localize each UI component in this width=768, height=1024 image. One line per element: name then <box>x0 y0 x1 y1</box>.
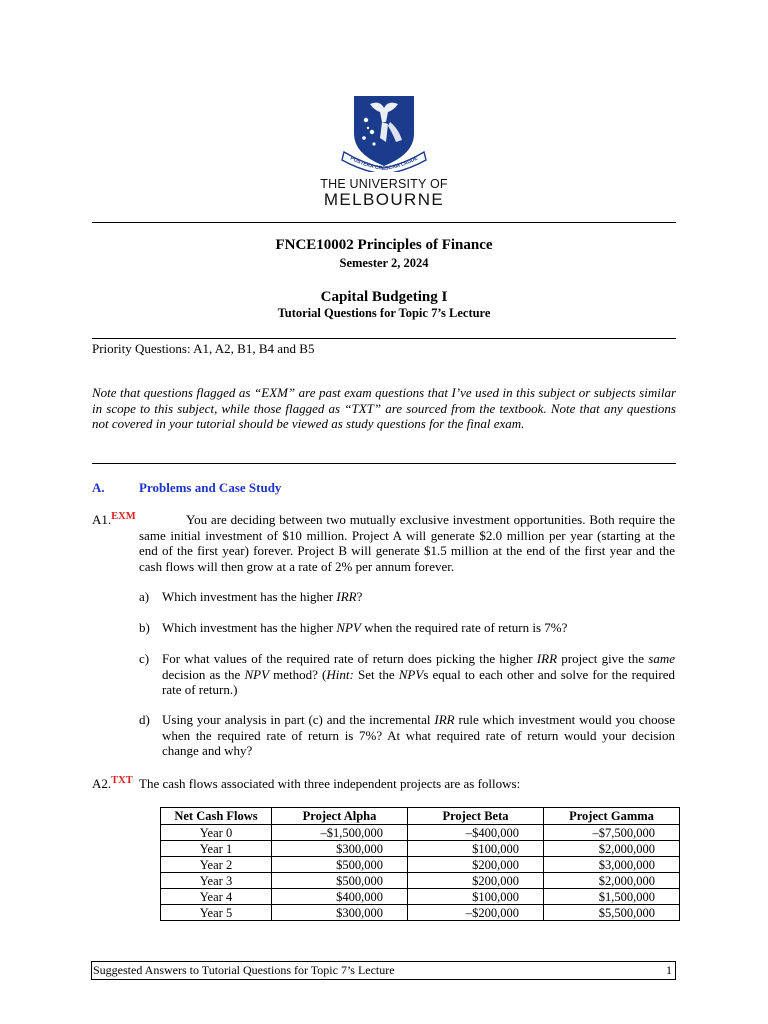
subquestion-letter: c) <box>139 651 150 666</box>
column-header: Project Beta <box>408 808 544 825</box>
question-number: A1. <box>92 512 112 527</box>
table-row <box>161 889 680 905</box>
table-cell: $200,000 <box>408 857 544 873</box>
table-row <box>161 825 680 841</box>
document-title: Capital Budgeting I <box>320 289 448 305</box>
question-a2-text: The cash flows associated with three independent projects are as follows: <box>139 776 521 791</box>
txt-tag: TXT <box>111 775 133 786</box>
table-cell: $500,000 <box>272 873 408 889</box>
priority-questions: Priority Questions: A1, A2, B1, B4 and B5 <box>92 341 315 356</box>
section-title: Problems and Case Study <box>139 480 282 495</box>
table-cell: $5,500,000 <box>544 905 680 921</box>
cash-flow-table <box>160 807 680 921</box>
table-cell: $100,000 <box>408 889 544 905</box>
question-number: A2. <box>92 776 112 791</box>
logo-motto: POSTERA CRESCAM LAUDE <box>349 155 419 172</box>
table-cell: $300,000 <box>272 905 408 921</box>
logo-line-1: THE UNIVERSITY OF <box>320 177 448 191</box>
table-row <box>161 857 680 873</box>
table-cell: –$7,500,000 <box>544 825 680 841</box>
question-label-a2 <box>92 776 133 792</box>
question-label-a1 <box>92 512 136 528</box>
footer-title: Suggested Answers to Tutorial Questions for Topic 7’s Lecture <box>93 963 395 977</box>
divider <box>92 338 676 339</box>
table-cell: Year 2 <box>161 857 272 873</box>
table-cell: $100,000 <box>408 841 544 857</box>
table-row <box>161 873 680 889</box>
table-cell: $3,000,000 <box>544 857 680 873</box>
note-paragraph: Note that questions flagged as “EXM” are past exam questions that I’ve used in this subject or subjects similar in scope to this subject, while those flagged as “TXT” are sourced from the textbook. Note that any questions not covered in your tutorial should be viewed as study questions for the final exam. <box>92 385 676 431</box>
table-cell: Year 4 <box>161 889 272 905</box>
subquestion-d <box>139 712 675 759</box>
table-cell: Year 5 <box>161 905 272 921</box>
table-cell: Year 3 <box>161 873 272 889</box>
university-logo <box>320 92 448 209</box>
table-cell: $2,000,000 <box>544 873 680 889</box>
table-cell: $2,000,000 <box>544 841 680 857</box>
subquestion-letter: a) <box>139 589 150 604</box>
table-row <box>161 841 680 857</box>
subquestion-letter: b) <box>139 620 150 635</box>
table-row <box>161 905 680 921</box>
table-cell: $500,000 <box>272 857 408 873</box>
university-crest-icon <box>340 92 428 172</box>
subquestion-text: For what values of the required rate of return does picking the higher IRR project give the same decision as the NPV method? (Hint: Set the NPVs equal to each other and solve for the required rate of return.) <box>162 651 676 697</box>
subquestion-c <box>139 651 675 698</box>
course-title: FNCE10002 Principles of Finance <box>275 237 493 253</box>
divider <box>92 222 676 223</box>
table-cell: $400,000 <box>272 889 408 905</box>
page-footer <box>91 961 676 980</box>
table-cell: Year 1 <box>161 841 272 857</box>
page-number: 1 <box>666 963 672 977</box>
table-cell: –$200,000 <box>408 905 544 921</box>
column-header: Project Alpha <box>272 808 408 825</box>
column-header: Net Cash Flows <box>161 808 272 825</box>
subquestion-text: Which investment has the higher NPV when the required rate of return is 7%? <box>162 620 568 635</box>
column-header: Project Gamma <box>544 808 680 825</box>
divider <box>92 463 676 464</box>
subquestion-letter: d) <box>139 712 150 727</box>
table-cell: $1,500,000 <box>544 889 680 905</box>
subquestion-b <box>139 620 675 636</box>
subquestion-text: Using your analysis in part (c) and the incremental IRR rule which investment would you choose when the required rate of return is 7%? At what required rate of return would your decision change and why? <box>162 712 675 758</box>
table-cell: $200,000 <box>408 873 544 889</box>
subquestion-a <box>139 589 675 605</box>
table-header-row <box>161 808 680 825</box>
section-heading <box>92 480 281 496</box>
table-cell: –$400,000 <box>408 825 544 841</box>
subquestion-text: Which investment has the higher IRR? <box>162 589 363 604</box>
question-a1-text: You are deciding between two mutually exclusive investment opportunities. Both require the same initial investment of $10 million. Project A will generate $2.0 million per year (starting at the end of the first year) forever. Project B will generate $1.5 million at the end of the first year and the cash flows will then grow at a rate of 2% per annum forever. <box>139 512 675 574</box>
exm-tag: EXM <box>111 511 136 522</box>
table-cell: Year 0 <box>161 825 272 841</box>
table-cell: –$1,500,000 <box>272 825 408 841</box>
document-subtitle: Tutorial Questions for Topic 7’s Lecture <box>277 306 491 320</box>
table-cell: $300,000 <box>272 841 408 857</box>
semester: Semester 2, 2024 <box>339 256 429 270</box>
logo-line-2: MELBOURNE <box>323 190 445 209</box>
section-letter: A. <box>92 480 105 495</box>
